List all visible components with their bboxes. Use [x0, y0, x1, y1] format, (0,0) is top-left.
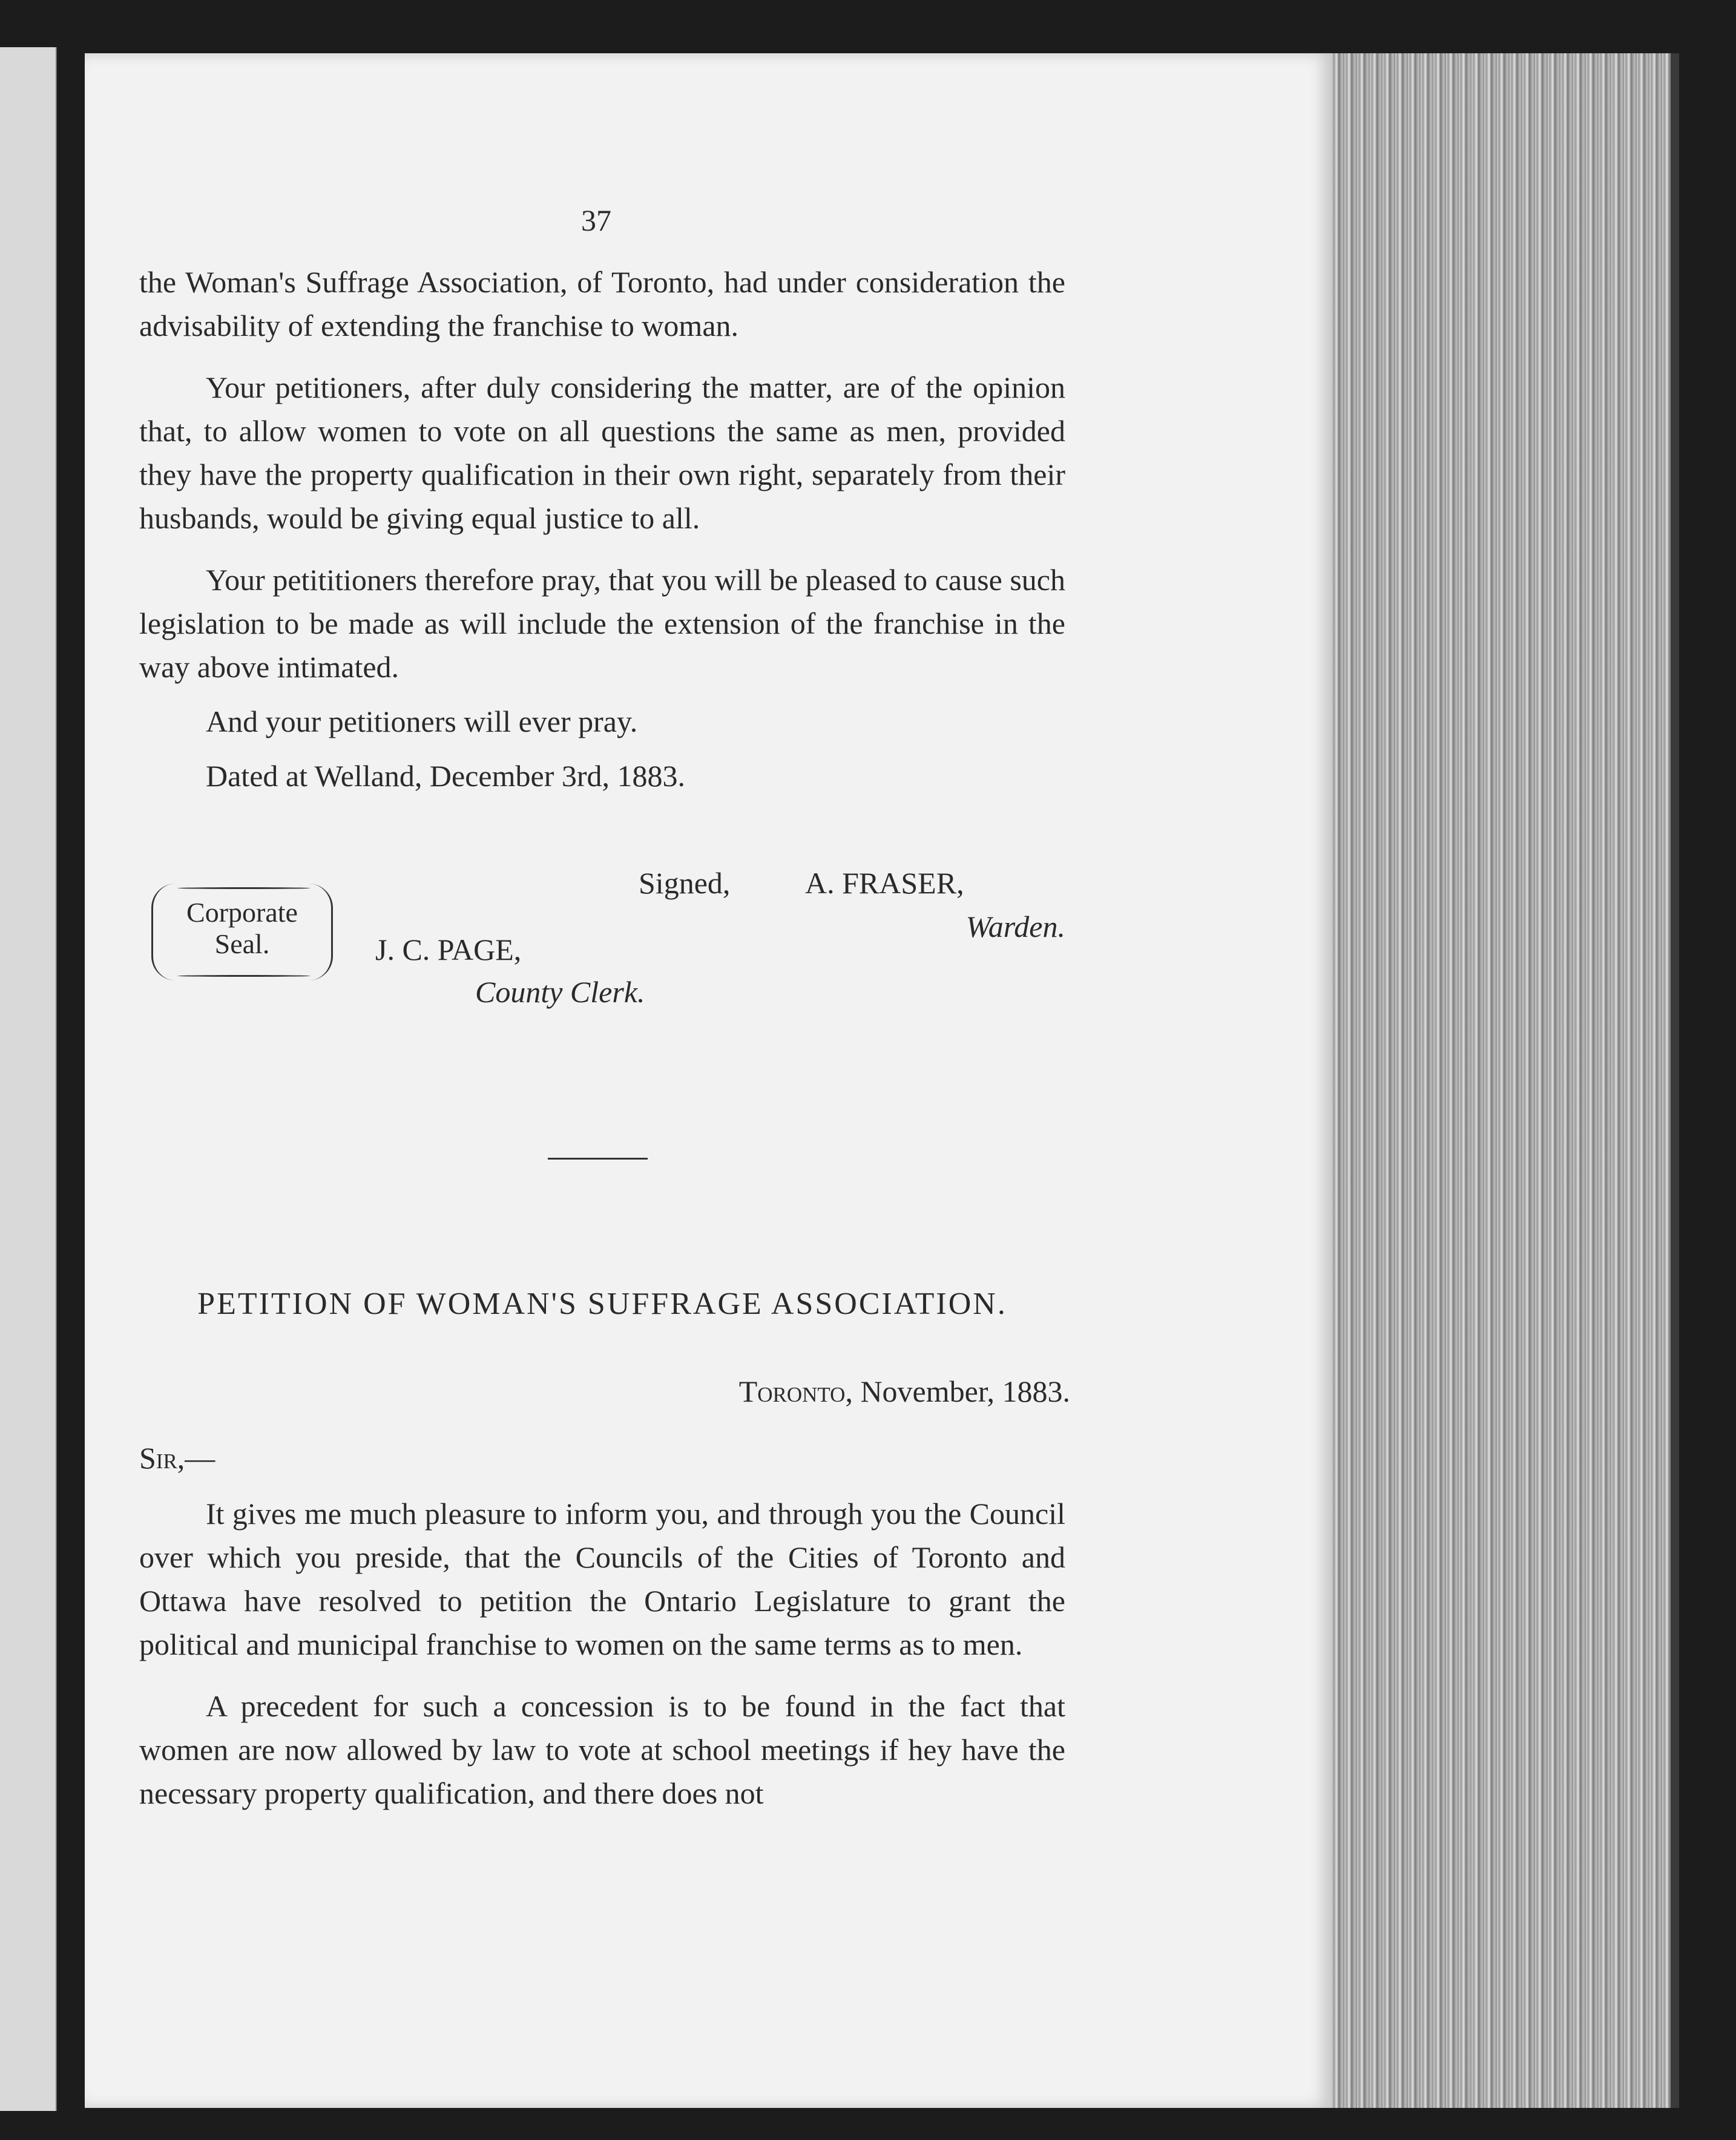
closing-line: And your petitioners will ever pray.: [206, 704, 638, 738]
section-divider: [548, 1158, 648, 1160]
left-page-edge: [0, 47, 57, 2111]
dateline-date: , November, 1883.: [845, 1374, 1070, 1408]
second-petition-body: [139, 1492, 1065, 1815]
corporate-seal: [151, 884, 333, 980]
dateline-place: Toronto: [738, 1374, 846, 1408]
seal-line-1: Corporate: [186, 897, 298, 928]
warden-title: Warden.: [965, 910, 1065, 944]
seal-line-2: Seal.: [214, 928, 270, 959]
paragraph: the Woman's Suffrage Association, of Toronto, had under consideration the advisability of extending the franchise to woman.: [139, 265, 1065, 343]
paragraph: It gives me much pleasure to inform you, and through you the Council over which you preside, that the Councils of the Cities of Toronto and Ottawa have resolved to petition the Ontario Legislature to grant the political and municipal franchise to women on the same terms as to men.: [139, 1497, 1065, 1661]
signature-block: [139, 859, 1065, 1041]
dated-line: Dated at Welland, December 3rd, 1883.: [206, 759, 685, 793]
book-page-edges: [1332, 53, 1679, 2108]
section-heading: PETITION OF WOMAN'S SUFFRAGE ASSOCIATION.: [197, 1287, 1007, 1321]
paragraph: Your petititioners therefore pray, that you will be pleased to cause such legislation to be made as will include the extension of the franchise in the way above intimated.: [139, 563, 1065, 684]
page-number: 37: [581, 203, 611, 237]
clerk-title: County Clerk.: [475, 975, 645, 1009]
salutation: Sir,—: [139, 1441, 215, 1475]
paragraph: Your petitioners, after duly considering the matter, are of the opinion that, to allow women to vote on all questions the same as men, provided they have the property qualification in their own right, separately from their husbands, would be giving equal justice to all.: [139, 370, 1065, 535]
warden-name: A. FRASER,: [805, 866, 964, 900]
petition-continuation: [139, 260, 1065, 798]
dateline: [739, 1374, 1070, 1409]
signed-label: Signed,: [639, 866, 731, 900]
clerk-name: J. C. PAGE,: [375, 933, 522, 967]
paragraph: A precedent for such a concession is to be found in the fact that women are now allowed by law to vote at school meetings if hey have the necessary property qualification, and there does not: [139, 1689, 1065, 1810]
